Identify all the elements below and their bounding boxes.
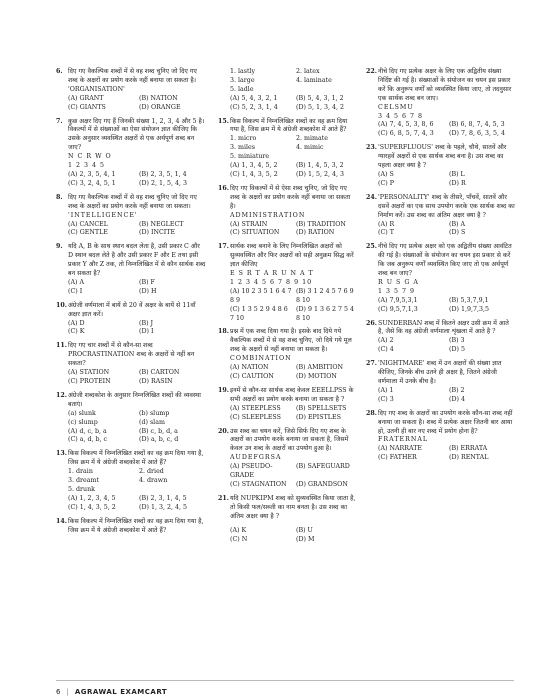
option: (A) GRANT: [68, 94, 104, 102]
option: (B) CARTON: [139, 369, 180, 377]
question-line: R U S G A: [378, 278, 419, 286]
question-block: [56, 243, 206, 296]
question-block: [366, 194, 516, 239]
question-number: 22.: [366, 68, 377, 75]
option: (a) slunk: [68, 409, 96, 417]
question-block: [218, 243, 358, 323]
question-number: 27.: [366, 360, 377, 368]
options-grid: [218, 221, 358, 239]
option: 4. laminate: [296, 76, 332, 84]
question-line: COMBINATION: [230, 355, 292, 363]
question-text: किस विकल्प में निम्नलिखित शब्दों का वह क्रम दिया गया है, जिस क्रम में ये अंग्रेजी शब्दकोश में आते हैं?: [68, 517, 204, 534]
option: (A) 1, 3, 4, 5, 2: [230, 162, 278, 170]
option: (A) 7,9,5,3,1: [378, 296, 418, 304]
options-grid: [366, 121, 516, 139]
options-grid: [56, 468, 206, 513]
question-number: 20.: [218, 427, 229, 435]
option: (C) P: [378, 179, 394, 187]
question-number: 13.: [56, 450, 67, 458]
option: 5. miniature: [230, 153, 270, 161]
question-number: 11.: [56, 342, 67, 350]
question-text: 'SUPERFLUOUS' शब्द के पहले, चौथे, सातवें और ग्यारहवें अक्षरों से एक सार्थक शब्द बना है। उस शब्द का पहला अक्षर क्या है ?: [378, 144, 507, 170]
option: (D) 1, 5, 2, 4, 3: [296, 170, 345, 178]
option: (B) U: [296, 526, 313, 534]
question-text: 'NIGHTMARE' शब्द में उन अक्षरों की संख्या ज्ञात कीजिए, जिनके बीच उतने ही अक्षर है, जितने अंग्रेजी वर्णमाला में उनके बीच है।: [378, 360, 502, 385]
option: 3. large: [230, 76, 255, 84]
question-text: दिए गए वैकल्पिक शब्दों में से वह शब्द चुनिए जो दिए गए शब्द के अक्षरों का प्रयोग करके नहीं बनाया जा सकता।: [68, 193, 197, 210]
question-block: [56, 392, 206, 445]
option: (A) PSEUDO-GRADE: [230, 463, 273, 480]
option: (B) L: [449, 170, 465, 178]
option: 2. dried: [139, 468, 164, 476]
option: (B) J: [139, 319, 154, 327]
options-grid: [56, 171, 206, 189]
question-number: 23.: [366, 144, 377, 152]
option: (A) CANCEL: [68, 220, 108, 228]
options-grid: [56, 369, 206, 387]
question-number: 6.: [56, 68, 63, 75]
option: (D) 2, 1, 5, 4, 3: [139, 179, 188, 187]
option: (B) 2, 3, 1, 4, 5: [139, 494, 187, 502]
options-grid: [366, 337, 516, 355]
question-block: [366, 320, 516, 356]
option: (D) R: [449, 179, 466, 187]
question-block: [218, 68, 358, 113]
question-line: 1 2 3 4 5 6 7 8 9 10: [230, 278, 313, 286]
column-middle: [218, 68, 358, 549]
option: (A) R: [378, 220, 395, 228]
question-block: [56, 194, 206, 239]
option: (B) NATION: [139, 94, 178, 102]
question-number: 12.: [56, 391, 67, 399]
option: (D) S: [449, 229, 466, 237]
question-text: इनमें से कौन-सा सार्थक शब्द केवल EEELLPSS के सभी अक्षरों का प्रयोग करके बनाया जा सकता है ?: [230, 386, 354, 403]
options-grid: [56, 410, 206, 446]
option: (C) CAUTION: [230, 373, 274, 380]
options-grid: [366, 171, 516, 189]
options-grid: [218, 463, 358, 490]
option: 2. mimate: [296, 135, 328, 143]
option: (C) I: [68, 287, 83, 295]
option: (D) EPISTLES: [296, 413, 341, 421]
option: (C) 4: [378, 346, 394, 354]
question-block: [218, 495, 358, 522]
options-grid: [366, 297, 516, 315]
option: (d) slam: [139, 418, 165, 426]
question-line: 3 4 5 6 7 8: [378, 112, 424, 120]
brand-logo-text: AGRAWAL EXAMCART: [74, 688, 168, 696]
question-number: 10.: [56, 301, 67, 309]
options-grid: [218, 68, 358, 113]
options-grid: [56, 320, 206, 338]
option: (B) 2, 3, 5, 1, 4: [139, 170, 187, 178]
footer-rule: [56, 680, 514, 681]
question-block: [218, 428, 358, 490]
question-number: 16.: [218, 184, 229, 192]
option: (B) NEGLECT: [139, 220, 184, 228]
option: (c) slump: [68, 418, 98, 426]
page-footer: [56, 686, 514, 698]
option: (B) c, b, d, a: [139, 427, 178, 435]
question-line: AUDEFGRSA: [230, 454, 282, 462]
question-text: किस विकल्प में निम्नलिखित शब्दों का वह क्रम दिया गया है, जिस क्रम में ये अंग्रेजी शब्दकोश में आते हैं?: [230, 117, 348, 134]
option: (B) 6, 8, 7, 4, 5, 3: [449, 121, 505, 129]
question-line: N C R W O: [68, 153, 112, 161]
option: (D) 7, 8, 6, 3, 5, 4: [449, 130, 506, 138]
option: (B) 3 1 2 4 5 7 6 9 8 10: [296, 287, 354, 304]
question-number: 28.: [366, 409, 377, 417]
option: (D) 5: [449, 346, 465, 354]
question-block: [56, 68, 206, 113]
question-text: अंग्रेजी शब्दकोश के अनुसार निम्नलिखित शब्दों की व्यवस्था बताएं।: [68, 391, 201, 408]
question-text: नीचे दिए गए प्रत्येक अक्षर को एक अद्वितीय संख्या आवंटित की गई है। संख्याओं के संयोजन का चयन इस प्रकार से करें कि जब अनुरूप वर्णों व्यवस्थित किए जाए तो एक अर्थपूर्ण शब्द बन जाए?: [378, 243, 512, 278]
question-line: 1 2 3 4 5: [68, 162, 106, 170]
question-number: 19.: [218, 386, 229, 394]
option: (B) 5, 4, 3, 1, 2: [296, 94, 344, 102]
question-text: दिए गए विकल्पों में से ऐसा शब्द चुनिए, जो दिए गए शब्द के अक्षरों का प्रयोग करके नहीं बनाया जा सकता है।: [230, 184, 351, 210]
question-block: [366, 144, 516, 189]
option: (A) S: [378, 170, 394, 178]
question-text: उस शब्द का चयन करें, जिसे सिर्फ दिए गए शब्द के अक्षरों का उपयोग करके बनाया जा सकता है, जिसमें केवल उन शब्द के अक्षरों का उपयोग हुआ है।: [230, 427, 349, 453]
option: 4. mimic: [296, 144, 324, 152]
option: (D) 1, 3, 2, 4, 5: [139, 503, 188, 511]
column-left: [56, 68, 206, 541]
question-block: [366, 243, 516, 314]
question-line: CELSMU: [378, 103, 414, 111]
option: (B) TRADITION: [296, 220, 346, 228]
footer-separator: |: [66, 688, 69, 696]
option: (C) K: [68, 328, 85, 336]
options-grid: [366, 445, 516, 463]
question-text: यदि NUPKIPM शब्द को सुव्यवस्थित किया जाता है, तो किसी फल/सब्जी का नाम बनता है। उस शब्द का अंतिम अक्षर क्या है ?: [230, 494, 356, 520]
option: 1. drain: [68, 468, 93, 476]
option: (D) 1,9,7,3,5: [449, 305, 490, 313]
question-number: 9.: [56, 243, 63, 251]
option: (A) STRAIN: [230, 220, 268, 228]
option: (C) 3, 2, 4, 5, 1: [68, 179, 116, 187]
options-grid: [56, 95, 206, 113]
option: (A) 1: [378, 386, 394, 394]
option: 3. dreamt: [68, 477, 100, 485]
option: (D) RENTAL: [449, 454, 489, 462]
option: (B) AMBITION: [296, 364, 344, 372]
option: (C) 1, 4, 3, 5, 2: [68, 503, 116, 511]
option: (B) 5,3,7,9,1: [449, 296, 489, 304]
option: (C) GIANTS: [68, 103, 106, 111]
option: (A) 2, 3, 5, 4, 1: [68, 170, 116, 178]
option: (B) SAFEGUARD: [296, 463, 350, 471]
question-block: [56, 342, 206, 387]
question-block: [56, 518, 206, 536]
option: (B) 3: [449, 337, 465, 345]
question-text: दिए गए चार शब्दों में से कौन-सा शब्द PROCRASTINATION शब्द के अक्षरों से नहीं बन सकता?: [68, 342, 195, 368]
option: (A) STATION: [68, 369, 110, 377]
question-block: [218, 527, 358, 545]
question-block: [218, 328, 358, 381]
option: (C) 6, 8, 5, 7, 4, 3: [378, 130, 434, 138]
question-block: [366, 410, 516, 463]
question-block: [218, 387, 358, 423]
options-grid: [218, 405, 358, 423]
column-right: [366, 68, 516, 468]
question-line: 'INTELLIGENCE': [68, 211, 138, 219]
options-grid: [218, 135, 358, 180]
question-block: [56, 450, 206, 512]
option: (A) A: [68, 278, 85, 286]
option: (A) STEEPLESS: [230, 404, 281, 412]
option: (D) M: [296, 535, 315, 543]
question-text: प्रश्न में एक शब्द दिया गया है। इसके बाद दिये गये वैकल्पिक शब्दों में से वह शब्द चुनिए, जो दिये गये मूल शब्द के अक्षरों से नहीं बनाया जा सकता है।: [230, 328, 352, 354]
option: (B) A: [449, 220, 466, 228]
question-block: [366, 360, 516, 405]
option: [296, 86, 358, 95]
question-text: SUNDERBAN शब्द में कितने अक्षर उसी क्रम में आते है, जैसे कि वह अंग्रेजी वर्णमाला शृंखला में आते है ?: [378, 319, 509, 336]
question-block: [218, 118, 358, 180]
option: (C) T: [378, 229, 394, 237]
option: (C) PROTEIN: [68, 378, 111, 385]
question-number: 26.: [366, 319, 377, 327]
option: (A) 7, 4, 5, 3, 8, 6: [378, 121, 434, 129]
option: (B) 2: [449, 386, 465, 394]
question-number: 14.: [56, 517, 67, 525]
option: (D) ORANGE: [139, 103, 181, 111]
option: (D) RATION: [296, 229, 335, 237]
option: (D) a, b, c, d: [139, 436, 179, 444]
options-grid: [218, 364, 358, 382]
options-grid: [218, 288, 358, 324]
question-text: अंग्रेजी वर्णमाला में बायें से 20 वें अक्षर के बायें से 11वाँ अक्षर ज्ञात करें।: [68, 301, 196, 318]
option: (A) D: [68, 319, 85, 327]
option: (D) INCITE: [139, 229, 176, 237]
option: (C) 9,5,7,1,3: [378, 305, 418, 313]
option: (C) FATHER: [378, 454, 417, 462]
options-grid: [56, 221, 206, 239]
option: 1. lastly: [230, 68, 256, 75]
question-block: [366, 68, 516, 139]
options-grid: [56, 279, 206, 297]
option: (B) ERRATA: [449, 445, 488, 453]
option: (C) GENTLE: [68, 229, 108, 237]
option: (C) 1 3 5 2 9 4 8 6 7 10: [230, 305, 288, 322]
question-text: नीचे दिए गए प्रत्येक अक्षर के लिए एक अद्वितीय संख्या निर्दिष्ट की गई है। संख्याओं के संयोजन का चयन इस प्रकार करें कि अनुरूप वर्णों को व्यवस्थित किया जाए, तो तदनुसार एक सार्थक शब्द बन जाए।: [378, 68, 512, 102]
option: 3. miles: [230, 144, 255, 152]
question-text: 'PERSONALITY' शब्द के तीसरे, पाँचवें, सातवें और दसवें अक्षरों का एक साथ उपयोग करके एक सार्थक शब्द का निर्माण करें। उस शब्द का अंतिम अक्षर क्या है ?: [378, 193, 515, 219]
option: [139, 486, 206, 495]
question-number: 7.: [56, 117, 63, 125]
option: (A) 10 2 3 5 1 6 4 7 8 9: [230, 287, 292, 304]
option: (D) H: [139, 287, 157, 295]
question-number: 15.: [218, 117, 229, 125]
question-number: 21.: [218, 494, 229, 502]
option: (C) 3: [378, 395, 394, 403]
options-grid: [366, 221, 516, 239]
option: (B) F: [139, 278, 155, 286]
option: 5. drunk: [68, 485, 95, 493]
options-grid: [218, 527, 358, 545]
option: (B) 1, 4, 5, 3, 2: [296, 162, 344, 170]
option: (A) NATION: [230, 364, 269, 372]
option: (A) NARRATE: [378, 445, 423, 453]
option: (D) 4: [449, 395, 465, 403]
question-text: यदि A, B के साथ स्थान बदल लेता है, उसी प्रकार C और D स्थान बदल लेते है और उसी प्रकार F और E तथा इसी प्रकार Y और Z तक, तो निम्नलिखित में से कौन सार्थक शब्द बन सकता है?: [68, 243, 206, 278]
option: (b) slump: [139, 409, 170, 417]
option: (B) SPELLSETS: [296, 404, 347, 412]
question-number: 17.: [218, 243, 229, 251]
option: (D) MOTION: [296, 373, 337, 380]
option: 1. micro: [230, 135, 257, 143]
question-text: दिए गए वैकल्पिक शब्दों में से वह शब्द चुनिए जो दिए गए शब्द के अक्षरों का प्रयोग करके नहीं बनाया जा सकता है। 'ORGANISATION': [68, 68, 197, 93]
question-block: [56, 302, 206, 338]
option: (C) SITUATION: [230, 229, 280, 237]
option: (C) 5, 2, 3, 1, 4: [230, 103, 278, 111]
page-number: 6: [56, 688, 61, 696]
option: 4. drawn: [139, 477, 168, 485]
question-text: किस विकल्प में निम्नलिखित शब्दों का वह क्रम दिया गया है, जिस क्रम में ये अंग्रेजी शब्दकोश में आते हैं?: [68, 450, 204, 467]
option: (C) SLEEPLESS: [230, 413, 281, 421]
option: (A) 1, 2, 3, 4, 5: [68, 494, 116, 502]
question-text: कुछ अक्षर दिए गए हैं जिनकी संख्या 1, 2, 3, 4 और 5 है। विकल्पों में से संख्याओं का ऐसा संयोजन ज्ञात कीजिए कि उसके अनुसार व्यवस्थित अक्षरों से एक अर्थपूर्ण शब्द बन जाए?: [68, 117, 205, 152]
option: (D) 9 1 3 6 2 7 5 4 8 10: [296, 305, 355, 322]
option: (C) N: [230, 535, 248, 543]
question-line: E S R T A R U N A T: [230, 270, 314, 278]
question-line: ADMINISTRATION: [230, 211, 306, 219]
question-number: 8.: [56, 193, 63, 201]
question-number: 25.: [366, 243, 377, 251]
option: (D) I: [139, 328, 154, 336]
question-line: 1 3 5 7 9: [378, 287, 416, 295]
option: (C) a, d, b, c: [68, 436, 108, 444]
question-line: FRATERNAL: [378, 436, 429, 444]
question-block: [56, 118, 206, 189]
question-number: 18.: [218, 328, 229, 336]
option: (D) 5, 1, 3, 4, 2: [296, 103, 345, 111]
option: (A) 2: [378, 337, 394, 345]
option: (D) GRANDSON: [296, 480, 348, 488]
option: (A) 5, 4, 3, 2, 1: [230, 94, 278, 102]
option: 2. latex: [296, 68, 320, 75]
question-text: सार्थक शब्द बनाने के लिए निम्नलिखित अक्षरों को सुव्यवस्थित और फिर अक्षरों को सही अनुक्रम सिद्ध करें ज्ञात कीजिए: [230, 243, 354, 269]
option: (A) K: [230, 526, 247, 534]
option: (A) d, c, b, a: [68, 427, 107, 435]
options-grid: [366, 387, 516, 405]
option: (C) STAGNATION: [230, 480, 287, 488]
option: (D) RASIN: [139, 378, 173, 385]
question-block: [218, 185, 358, 238]
question-text: दिए गए शब्द के अक्षरों का उपयोग करके कौन-सा शब्द नहीं बनाया जा सकता है। शब्द में प्रत्येक अक्षर जितनी बार आया हो, उतनी ही बार नए शब्द में प्रयोग होना है?: [378, 409, 513, 435]
option: (C) 1, 4, 3, 5, 2: [230, 170, 278, 178]
option: [296, 153, 358, 162]
option: 5. ladle: [230, 85, 254, 93]
question-number: 24.: [366, 193, 377, 201]
